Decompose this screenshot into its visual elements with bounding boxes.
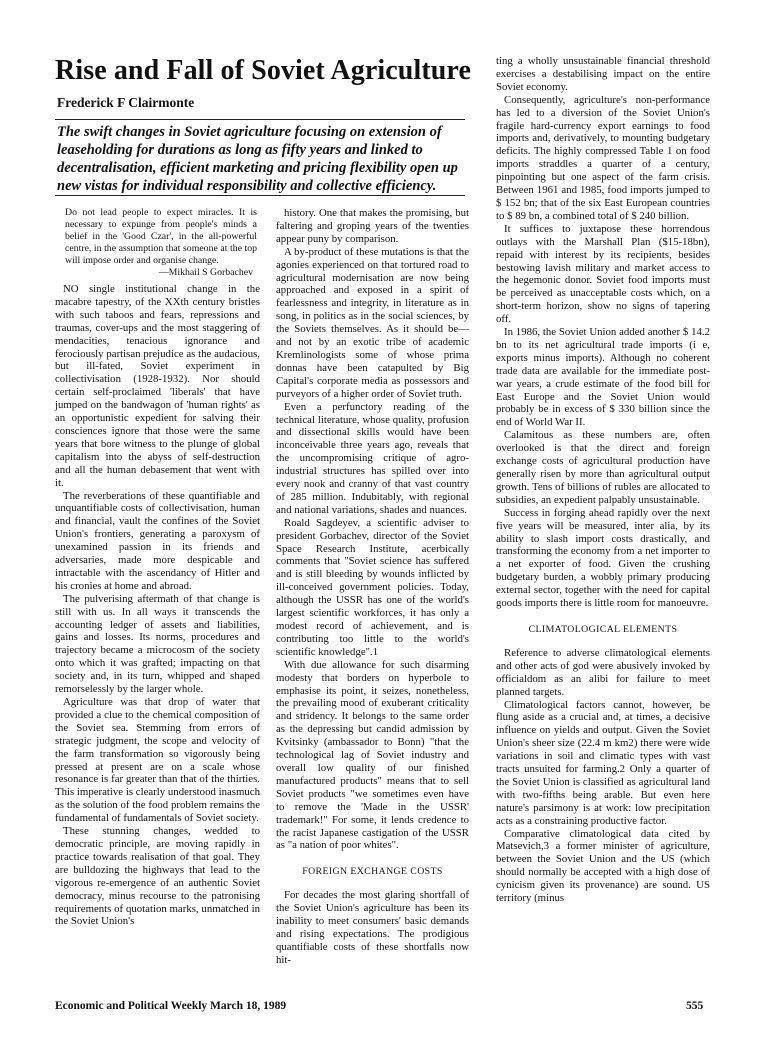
author-byline: Frederick F Clairmonte (57, 95, 195, 110)
paragraph: These stunning changes, wedded to democratic principle, are moving rapidly in practice towards realisation of that goal. They are bulldozing the highways that lead to the vigorous re-emergence of an authentic Soviet democracy, minus recourse to the patronising requirements of quotation marks, unmatched in the Soviet Union's (55, 825, 260, 928)
paragraph: Climatological factors cannot, however, be flung aside as a crucial and, at times, a decisive influence on yields and output. Given the Soviet Union's sheer size (22.4 m km2) there were wide variations in soil and climatic types with vast tracts unsuited for farming.2 Only a quarter of the Soviet Union is classified as agricultural land with two-fifths being arable. But even here nature's parsimony is at work: low precipitation acts as a constraining productive factor. (496, 698, 710, 827)
standfirst-top-rule (55, 119, 465, 120)
paragraph: history. One that makes the promising, but faltering and groping years of the twenties appear puny by comparison. (276, 207, 469, 245)
paragraph: Agriculture was that drop of water that provided a clue to the chemical composition of the Soviet sea. Stemming from errors of strategic judgment, the scope and velocity of the farm transformation so vigorously being pressed at present are on a scale whose resonance is far greater than that of the thirties. This imperative is clearly understood inasmuch as the solution of the food problem remains the fundamental of fundamentals of Soviet society. (55, 696, 260, 825)
paragraph: ting a wholly unsustainable financial threshold exercises a destabilising impact on the entire Soviet economy. (496, 55, 710, 93)
paragraph: NO single institutional change in the macabre tapestry, of the XXth century bristles with such taboos and fears, repressions and traumas, cover-ups and the most staggering of mendacities, tenacious ignorance and ferociously partisan prejudice as the audacious, but ill-fated, Soviet experiment in collectivisation (1928-1932). Nor should certain self-proclaimed 'liberals' that have jumped on the bandwagon of 'human rights' as an opportunistic expedient for salving their consciences ignore that those were the same years that bore witness to the plunge of global capitalism into the abyss of self-destruction and all the human debasement that went with it. (55, 283, 260, 489)
paragraph: Calamitous as these numbers are, often overlooked is that the direct and foreign exchange costs of agricultural production have generally risen by more than agricultural output growth. Tens of billions of rubles are allocated to subsidies, an expedient palpably unsustainable. (496, 429, 710, 506)
standfirst: The swift changes in Soviet agriculture focusing on extension of leaseholding for durations as long as fifty years and linked to decentralisation, efficient marketing and pricing flexibility open up new vistas for individual responsibility and collective efficiency. (57, 124, 458, 194)
standfirst-bottom-rule (55, 195, 465, 196)
column-3 (496, 55, 710, 905)
paragraph: In 1986, the Soviet Union added another $ 14.2 bn to its net agricultural trade imports (i e, exports minus imports). Although no coherent trade data are available for the immediate post-war years, a crude estimate of the food bill for East Europe and the Soviet Union would probably be in excess of $ 330 billion since the end of World War II. (496, 326, 710, 429)
paragraph: The pulverising aftermath of that change is still with us. In all ways it transcends the accounting ledger of assets and liabilities, gains and losses. Its norms, procedures and trajectory became a microcosm of the society onto which it was grafted; impacting on that society and, in its turn, whipped and shaped remorselessly by the larger whole. (55, 592, 260, 696)
paragraph: Success in forging ahead rapidly over the next five years will be measured, inter alia, by its ability to slash import costs drastically, and transforming the economy from a net importer to a net exporter of food. Given the crushing budgetary burden, a wobbly primary producing external sector, together with the need for capital goods imports there is little room for manoeuvre. (496, 506, 710, 610)
column-2 (276, 207, 469, 967)
epigraph-attribution: —Mikhail S Gorbachev (158, 267, 253, 278)
paragraph: Reference to adverse climatological elements and other acts of god were abusively invoked by officialdom as an alibi for failure to meet planned targets. (496, 646, 710, 698)
paragraph: Comparative climatological data cited by Matsevich,3 a former minister of agriculture, between the Soviet Union and the US (which should normally be accepted with a high dose of cynicism given its provenance) are sound. US territory (minus (496, 827, 710, 905)
paragraph: For decades the most glaring shortfall of the Soviet Union's agriculture has been its inability to meet consumers' basic demands and rising expectations. The prodigious quantifiable costs of these shortfalls now hit- (276, 889, 469, 966)
paragraph: The reverberations of these quantifiable and unquantifiable costs of collectivisation, human and financial, vault the confines of the Soviet Union's frontiers, generating a paroxysm of unexamined passion in its friends and adversaries, made more despicable and intractable with the ascendancy of Hitler and his cronies at home and abroad. (55, 489, 260, 592)
page-number: 555 (686, 1000, 704, 1012)
epigraph (55, 207, 260, 283)
epigraph-text: Do not lead people to expect miracles. It is necessary to expunge from people's minds a belief in the 'Good Czar', in the all-powerful centre, in the assumption that someone at the top will impose order and organise change. (65, 207, 257, 266)
paragraph: Even a perfunctory reading of the technical literature, whose quality, profusion and dissectional skills would have been inconceivable three years ago, reveals that the uncompromising critique of agro-industrial structures has spilled over into every nook and cranny of that vast country of 285 million. Indubitably, with regional and national variations, shades and nuances. (276, 400, 469, 516)
article-title: Rise and Fall of Soviet Agriculture (55, 55, 471, 86)
footer-journal-date: Economic and Political Weekly March 18, 1989 (55, 1000, 287, 1012)
column-1 (55, 207, 260, 928)
section-heading-foreign-exchange: FOREIGN EXCHANGE COSTS (302, 866, 443, 878)
paragraph: A by-product of these mutations is that the agonies experienced on that tortured road to agricultural modernisation are now being approached and exposed in a spirit of fearlessness and integrity, in literature as in song, in politics as in the social sciences, by the Soviets themselves. As it should be—and not by an exotic tribe of academic Kremlinologists some of whose prima donnas have been catapulted by Big Capital's corporate media as possessors and purveyors of a higher order of Soviet truth. (276, 245, 469, 400)
paragraph: Consequently, agriculture's non-performance has led to a diversion of the Soviet Union's fragile hard-currency export earnings to food imports and, derivatively, to mounting budgetary deficits. The highly compressed Table 1 on food imports straddles a quarter of a century, pinpointing but one aspect of the farm crisis. Between 1961 and 1985, food imports jumped to $ 152 bn; that of the six East European countries to $ 89 bn, a combined total of $ 240 billion. (496, 93, 710, 222)
paragraph: Roald Sagdeyev, a scientific adviser to president Gorbachev, director of the Soviet Space Research Institute, acerbically comments that "Soviet science has suffered and is still bleeding by wounds inflicted by ill-conceived government policies. Today, although the USSR has one of the world's largest scientific workforces, it has only a modest record of achievement, and is contributing too little to the world's scientific knowledge".1 (276, 516, 469, 658)
paragraph: It suffices to juxtapose these horrendous outlays with the Marshall Plan ($15-18bn), repaid with interest by its recipients, besides bestowing lavish military and market access to the hegemonic donor. Soviet food imports must be perceived as unacceptable costs which, on a short-term horizon, show no signs of tapering off. (496, 222, 710, 326)
section-heading-climatological: CLIMATOLOGICAL ELEMENTS (528, 623, 678, 635)
paragraph: With due allowance for such disarming modesty that borders on hyperbole to emphasise its point, it seizes, nonetheless, the prevailing mood of exuberant criticality and stridency. It belongs to the same order as the depressing but candid admission by Kvitsinky (ambassador to Bonn) "that the technological lag of Soviet industry and overall low quality of our finished manufactured products" means that to sell Soviet products "we sometimes even have to remove the 'Made in the USSR' trademark!" For some, it lends credence to the racist Japanese castigation of the USSR as "a nation of poor whites". (276, 658, 469, 852)
